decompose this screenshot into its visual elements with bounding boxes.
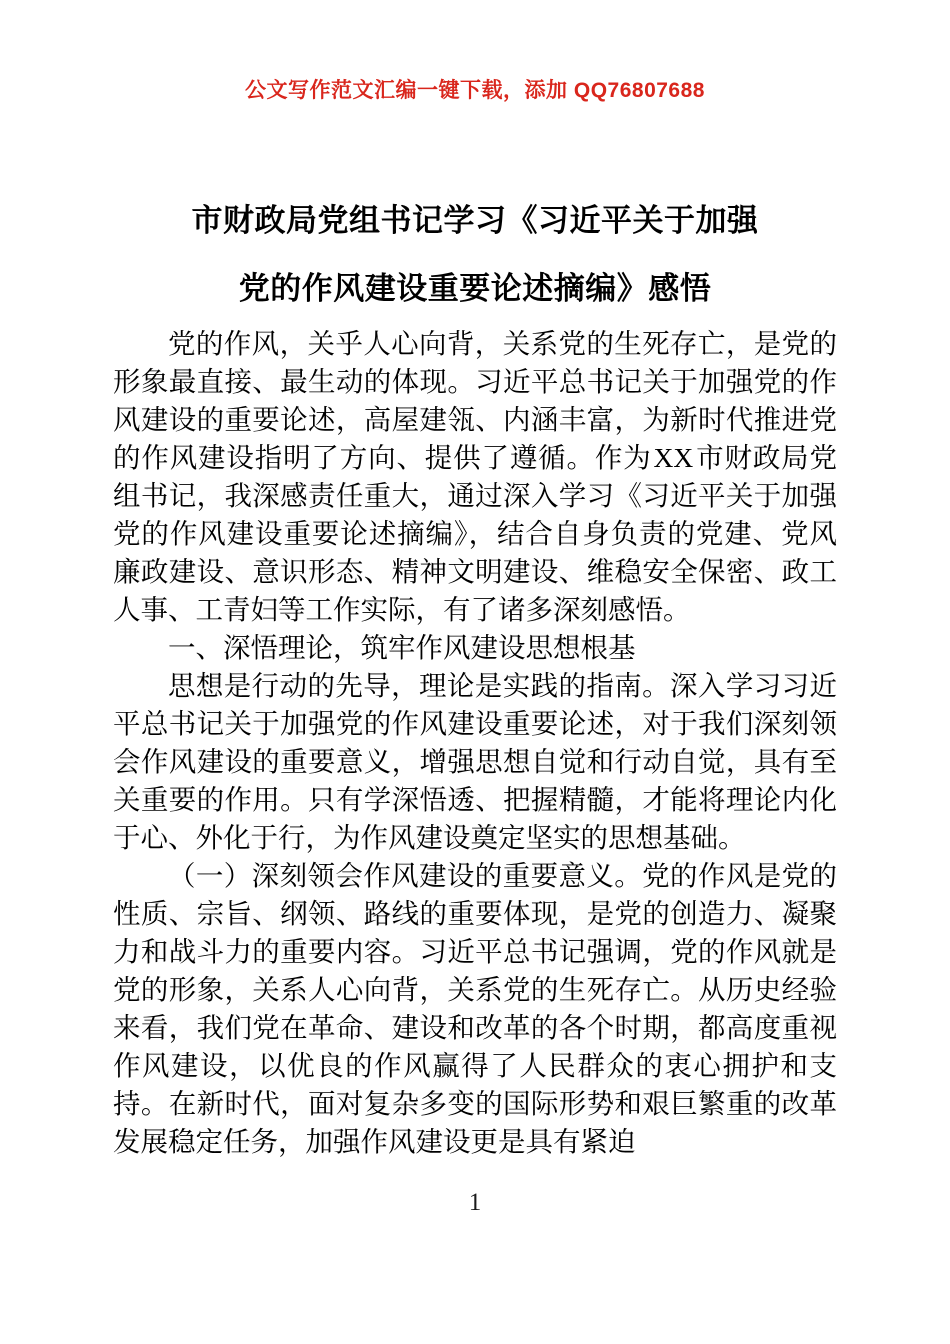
section-heading-1: 一、深悟理论，筑牢作风建设思想根基 [168,632,636,663]
paragraph-intro [113,325,837,629]
page-title-line-1: 市财政局党组书记学习《习近平关于加强 [191,202,759,238]
paragraph-subsection-1: （一）深刻领会作风建设的重要意义。党的作风是党的性质、宗旨、纲领、路线的重要体现，是党的创造力、凝聚力和战斗力的重要内容。习近平总书记强调，党的作风就是党的形象，关系人心向背，关系党的生死存亡。从历史经验来看，我们党在革命、建设和改革的各个时期，都高度重视作风建设，以优良的作风赢得了人民群众的衷心拥护和支持。在新时代，面对复杂多变的国际形势和艰巨繁重的改革发展稳定任务，加强作风建设更是具有紧迫 [113,860,837,1157]
document-body [113,325,837,1161]
page-title [113,187,837,323]
page-title-line-2: 党的作风建设重要论述摘编》感悟 [238,270,712,306]
org-name-placeholder: XX [653,442,694,473]
paragraph-section1-lead: 思想是行动的先导，理论是实践的指南。深入学习习近平总书记关于加强党的作风建设重要论述，对于我们深刻领会作风建设的重要意义，增强思想自觉和行动自觉，具有至关重要的作用。只有学深悟透、把握精髓，才能将理论内化于心、外化于行，为作风建设奠定坚实的思想基础。 [113,670,837,853]
paragraph-intro-part-b: 市财政局党组书记，我深感责任重大，通过深入学习《习近平关于加强党的作风建设重要论述摘编》，结合自身负责的党建、党风廉政建设、意识形态、精神文明建设、维稳安全保密、政工人事、工青妇等工作实际，有了诸多深刻感悟。 [113,442,838,625]
paragraph-intro-part-a: 党的作风，关乎人心向背，关系党的生死存亡，是党的形象最直接、最生动的体现。习近平总书记关于加强党的作风建设的重要论述，高屋建瓴、内涵丰富，为新时代推进党的作风建设指明了方向、提供了遵循。作为 [113,328,837,473]
promo-watermark: 公文写作范文汇编一键下载，添加 QQ76807688 [245,79,705,102]
page-number: 1 [468,1189,482,1216]
